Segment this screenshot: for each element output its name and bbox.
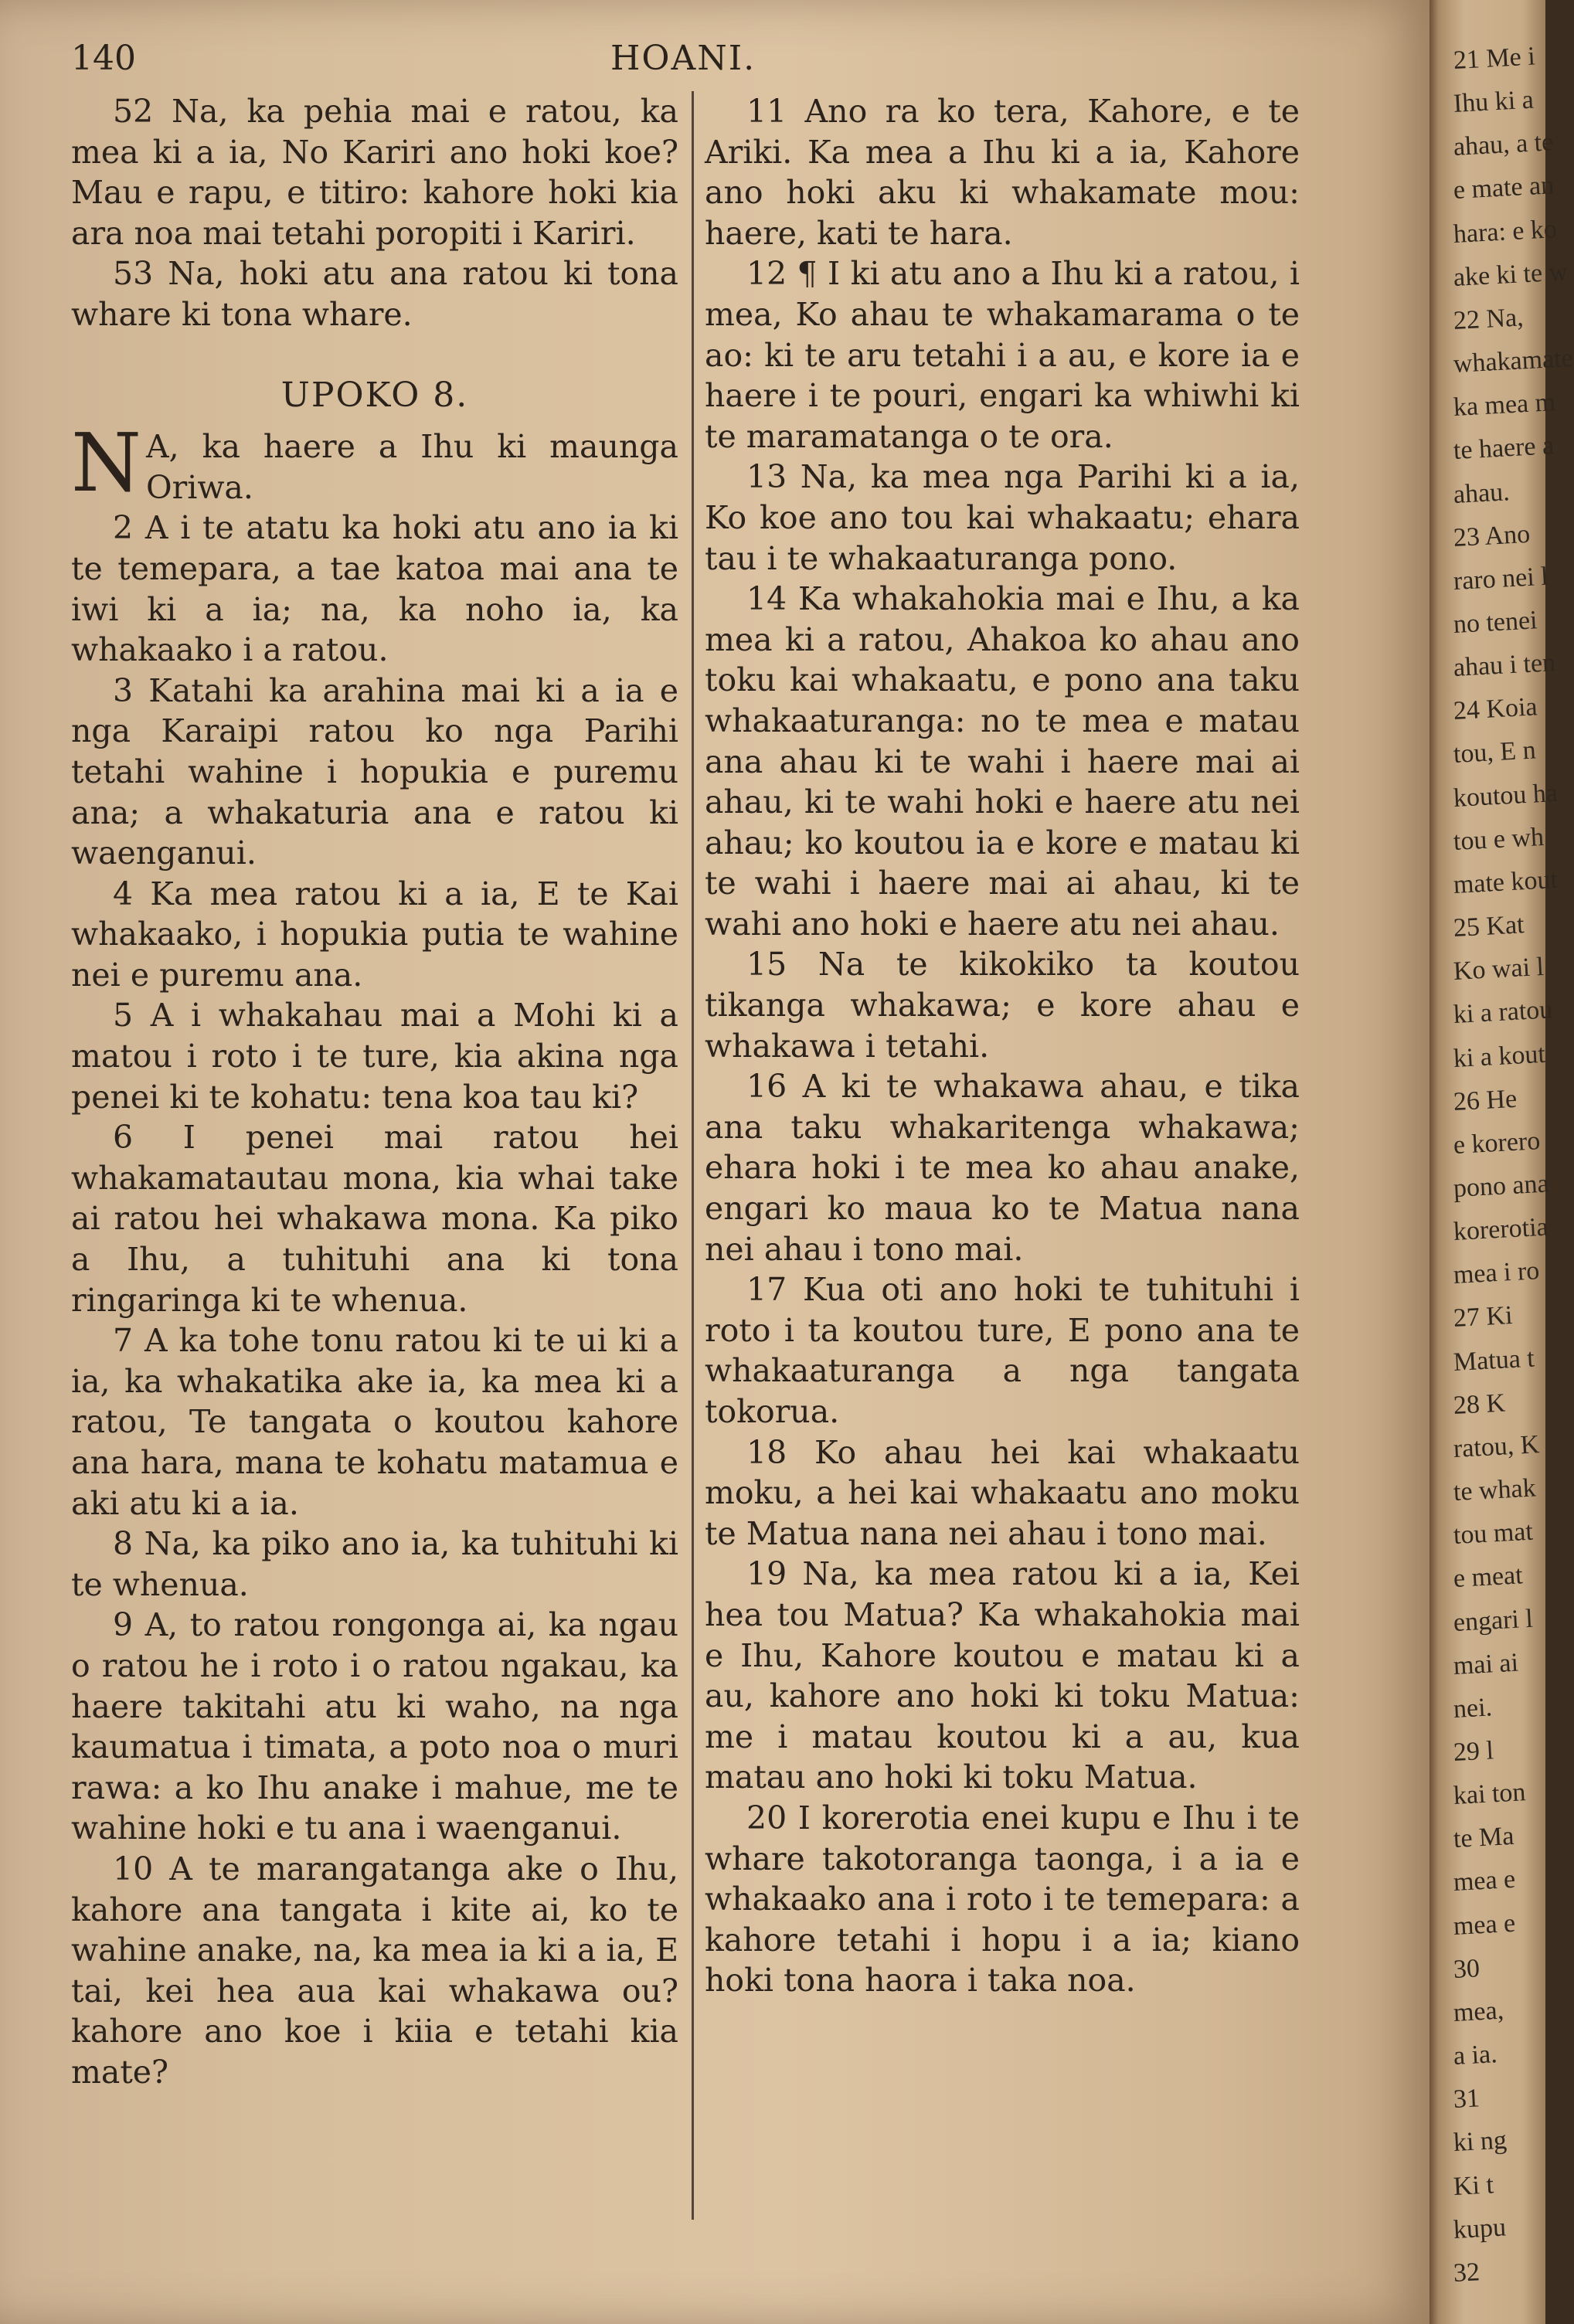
- facing-page-fragment: mai ai: [1453, 1648, 1519, 1680]
- verse-paragraph: 20 I korerotia enei kupu e Ihu i te whare takotoranga taonga, i a ia e whakaako ana i roto i te temepara: a kahore tetahi i hopu i a ia; kiano hoki tona haora i taka noa.: [705, 1799, 1300, 2000]
- verse-paragraph: 4 Ka mea ratou ki a ia, E te Kai whakaako, i hopukia putia te wahine nei e puremu ana.: [71, 875, 678, 994]
- facing-page-fragment: ratou, K: [1453, 1430, 1541, 1463]
- facing-page-fragment: tou mat: [1453, 1517, 1534, 1550]
- facing-page-fragment: engari l: [1453, 1604, 1534, 1637]
- facing-page-fragment: te Ma: [1453, 1821, 1515, 1853]
- facing-page-fragment: te haere a: [1453, 431, 1555, 465]
- verse-paragraph: 18 Ko ahau hei kai whakaatu moku, a hei kai whakaatu ano moku te Matua nana nei ahau i tono mai.: [705, 1433, 1300, 1552]
- facing-page-fragment: kupu: [1453, 2213, 1507, 2244]
- facing-page-fragment: ki a kout: [1453, 1039, 1546, 1073]
- facing-page-fragment: 28 K: [1453, 1388, 1506, 1420]
- chapter-opening-paragraph: [71, 416, 678, 511]
- left-column: [71, 91, 678, 2093]
- verse-paragraph: 5 A i whakahau mai a Mohi ki a matou i roto i te ture, kia akina nga penei ki te kohatu: tena koa tau ki?: [71, 997, 678, 1116]
- facing-page-fragment: tou e wh: [1453, 822, 1545, 856]
- facing-page-fragment: 32: [1453, 2258, 1481, 2288]
- facing-page-fragment: Ki t: [1453, 2170, 1494, 2201]
- drop-cap: N: [71, 416, 141, 511]
- facing-page-fragment: Ko wai l: [1453, 952, 1545, 986]
- facing-page-fragment: 23 Ano: [1453, 519, 1531, 552]
- verse-paragraph: 53 Na, hoki atu ana ratou ki tona whare ki tona whare.: [71, 255, 678, 333]
- facing-page-fragment: mea,: [1453, 1996, 1504, 2027]
- facing-page-fragment: e meat: [1453, 1561, 1524, 1593]
- facing-page-fragment: 31: [1453, 2084, 1481, 2114]
- facing-page-fragment: mea i ro: [1453, 1256, 1541, 1289]
- facing-page-fragment: a ia.: [1453, 2040, 1498, 2071]
- facing-page-fragment: e korero: [1453, 1126, 1542, 1160]
- verse-paragraph: 14 Ka whakahokia mai e Ihu, a ka mea ki a ratou, Ahakoa ko ahau ano toku kai whakaatu, e pono ana taku whakaaturanga: no te mea e matau ana ahau ki te wahi i haere mai ai ahau, ki te wahi hoki e haere atu nei ahau; ko koutou ia e kore e matau ki te wahi i haere mai ai ahau, ki te wahi ano hoki e haere atu nei ahau.: [705, 580, 1300, 943]
- facing-page-fragment: ki ng: [1453, 2125, 1508, 2157]
- verse-paragraph: 12 ¶ I ki atu ano a Ihu ki a ratou, i mea, Ko ahau te whakamarama o te ao: ki te aru tetahi i a au, e kore ia e haere i te pouri, engari ka whiwhi ki te maramatanga o te ora.: [705, 255, 1300, 455]
- facing-page-fragment: nei.: [1453, 1693, 1493, 1724]
- facing-page-fragment: ki a ratou: [1453, 995, 1554, 1029]
- facing-page-edge: [1430, 0, 1574, 2324]
- facing-page-fragment: ahau.: [1453, 477, 1511, 509]
- facing-page-fragment: ka mea m: [1453, 388, 1556, 422]
- chapter-heading: UPOKO 8.: [280, 375, 469, 415]
- verse-paragraph: 6 I penei mai ratou hei whakamatautau mona, kia whai take ai ratou hei whakawa mona. Ka piko a Ihu, a tuhituhi ana ki tona ringaringa ki te whenua.: [71, 1119, 678, 1319]
- facing-page-fragment: hara: e ko: [1453, 214, 1558, 249]
- facing-page-fragment: 25 Kat: [1453, 910, 1525, 943]
- facing-page-fragment: 27 Ki: [1453, 1300, 1514, 1333]
- facing-page-fragment: 24 Koia: [1453, 692, 1538, 725]
- facing-page-fragment: raro nei l: [1453, 562, 1549, 596]
- facing-page-fragment: e mate an: [1453, 171, 1555, 205]
- verse-paragraph: 8 Na, ka piko ano ia, ka tuhituhi ki te whenua.: [71, 1525, 678, 1603]
- facing-page-fragment: koutou ha: [1453, 778, 1559, 813]
- facing-page-fragment: ahau i ten: [1453, 648, 1556, 682]
- facing-page-fragment: mea e: [1453, 1908, 1517, 1941]
- verse-paragraph: 19 Na, ka mea ratou ki a ia, Kei hea tou Matua? Ka whakahokia mai e Ihu, Kahore koutou e matau ki a au, kahore ano hoki ki toku Matua: me i matau koutou ki a au, kua matau ano hoki ki toku Matua.: [705, 1555, 1300, 1796]
- facing-page-fragment: Matua t: [1453, 1344, 1535, 1377]
- facing-page-fragment: no tenei: [1453, 606, 1538, 639]
- verse-paragraph: 10 A te marangatanga ake o Ihu, kahore ana tangata i kite ai, ko te wahine anake, na, ka mea ia ki a ia, E tai, kei hea aua kai whakawa ou? kahore ano koe i kiia e tetahi kia mate?: [71, 1850, 678, 2091]
- running-title: HOANI.: [610, 39, 756, 78]
- opening-text: A, ka haere a Ihu ki maunga Oriwa.: [146, 428, 678, 506]
- verse-paragraph: 11 Ano ra ko tera, Kahore, e te Ariki. Ka mea a Ihu ki a ia, Kahore ano hoki aku ki whakamate mou: haere, kati te hara.: [705, 93, 1300, 252]
- verse-paragraph: 13 Na, ka mea nga Parihi ki a ia, Ko koe ano tou kai whakaatu; ehara tau i te whakaaturanga pono.: [705, 458, 1300, 577]
- column-divider: [692, 91, 694, 2220]
- facing-page-fragment: 30: [1453, 1954, 1481, 1984]
- page-header: [0, 39, 1430, 85]
- verse-paragraph: 17 Kua oti ano hoki te tuhituhi i roto i ta koutou ture, E pono ana te whakaaturanga a nga tangata tokorua.: [705, 1271, 1300, 1430]
- verse-paragraph: 15 Na te kikokiko ta koutou tikanga whakawa; e kore ahau e whakawa i tetahi.: [705, 946, 1300, 1065]
- facing-page-fragment: ahau, a te: [1453, 127, 1555, 161]
- verse-paragraph: 9 A, to ratou rongonga ai, ka ngau o ratou he i roto i o ratou ngakau, ka haere takitahi atu ki waho, na nga kaumatua i timata, a poto noa o muri rawa: a ko Ihu anake i mahue, me te wahine hoki e tu ana i waenganui.: [71, 1606, 678, 1847]
- verse-paragraph: 2 A i te atatu ka hoki atu ano ia ki te temepara, a tae katoa mai ana te iwi ki a ia; na, ka noho ia, ka whakaako i a ratou.: [71, 509, 678, 669]
- facing-page-fragment: tou, E n: [1453, 736, 1537, 769]
- verse-paragraph: 16 A ki te whakawa ahau, e tika ana taku whakaritenga whakawa; ehara hoki i te mea ko ahau anake, engari ko maua ko te Matua nana nei ahau i tono mai.: [705, 1068, 1300, 1268]
- facing-page-fragment: korerotia: [1453, 1212, 1549, 1246]
- verse-paragraph: 52 Na, ka pehia mai e ratou, ka mea ki a ia, No Kariri ano hoki koe? Mau e rapu, e titiro: kahore hoki kia ara noa mai tetahi poropiti i Kariri.: [71, 93, 678, 252]
- page-number: 140: [71, 39, 136, 78]
- facing-page-fragment: 29 l: [1453, 1736, 1494, 1767]
- facing-page-fragment: 26 He: [1453, 1084, 1518, 1116]
- facing-page-fragment: mate kout: [1453, 865, 1559, 899]
- facing-page-fragment: ake ki te w: [1453, 257, 1569, 292]
- facing-page-fragment: 22 Na,: [1453, 303, 1525, 335]
- facing-page-fragment: te whak: [1453, 1473, 1537, 1507]
- right-column: [705, 91, 1300, 2001]
- facing-page-fragment: 21 Me i: [1453, 42, 1536, 75]
- facing-page-fragment: Ihu ki a: [1453, 85, 1535, 118]
- facing-page-fragment: pono ana: [1453, 1169, 1550, 1203]
- facing-page-fragment: whakamate: [1453, 343, 1574, 379]
- facing-page-fragment: mea e: [1453, 1864, 1517, 1897]
- verse-paragraph: 3 Katahi ka arahina mai ki a ia e nga Karaipi ratou ko nga Parihi tetahi wahine i hopukia e puremu ana; a whakaturia ana e ratou ki waenganui.: [71, 671, 678, 872]
- facing-page-fragment: kai ton: [1453, 1778, 1527, 1810]
- verse-paragraph: 7 A ka tohe tonu ratou ki te ui ki a ia, ka whakatika ake ia, ka mea ki a ratou, Te tangata o koutou kahore ana hara, mana te kohatu matamua e aki atu ki a ia.: [71, 1322, 678, 1522]
